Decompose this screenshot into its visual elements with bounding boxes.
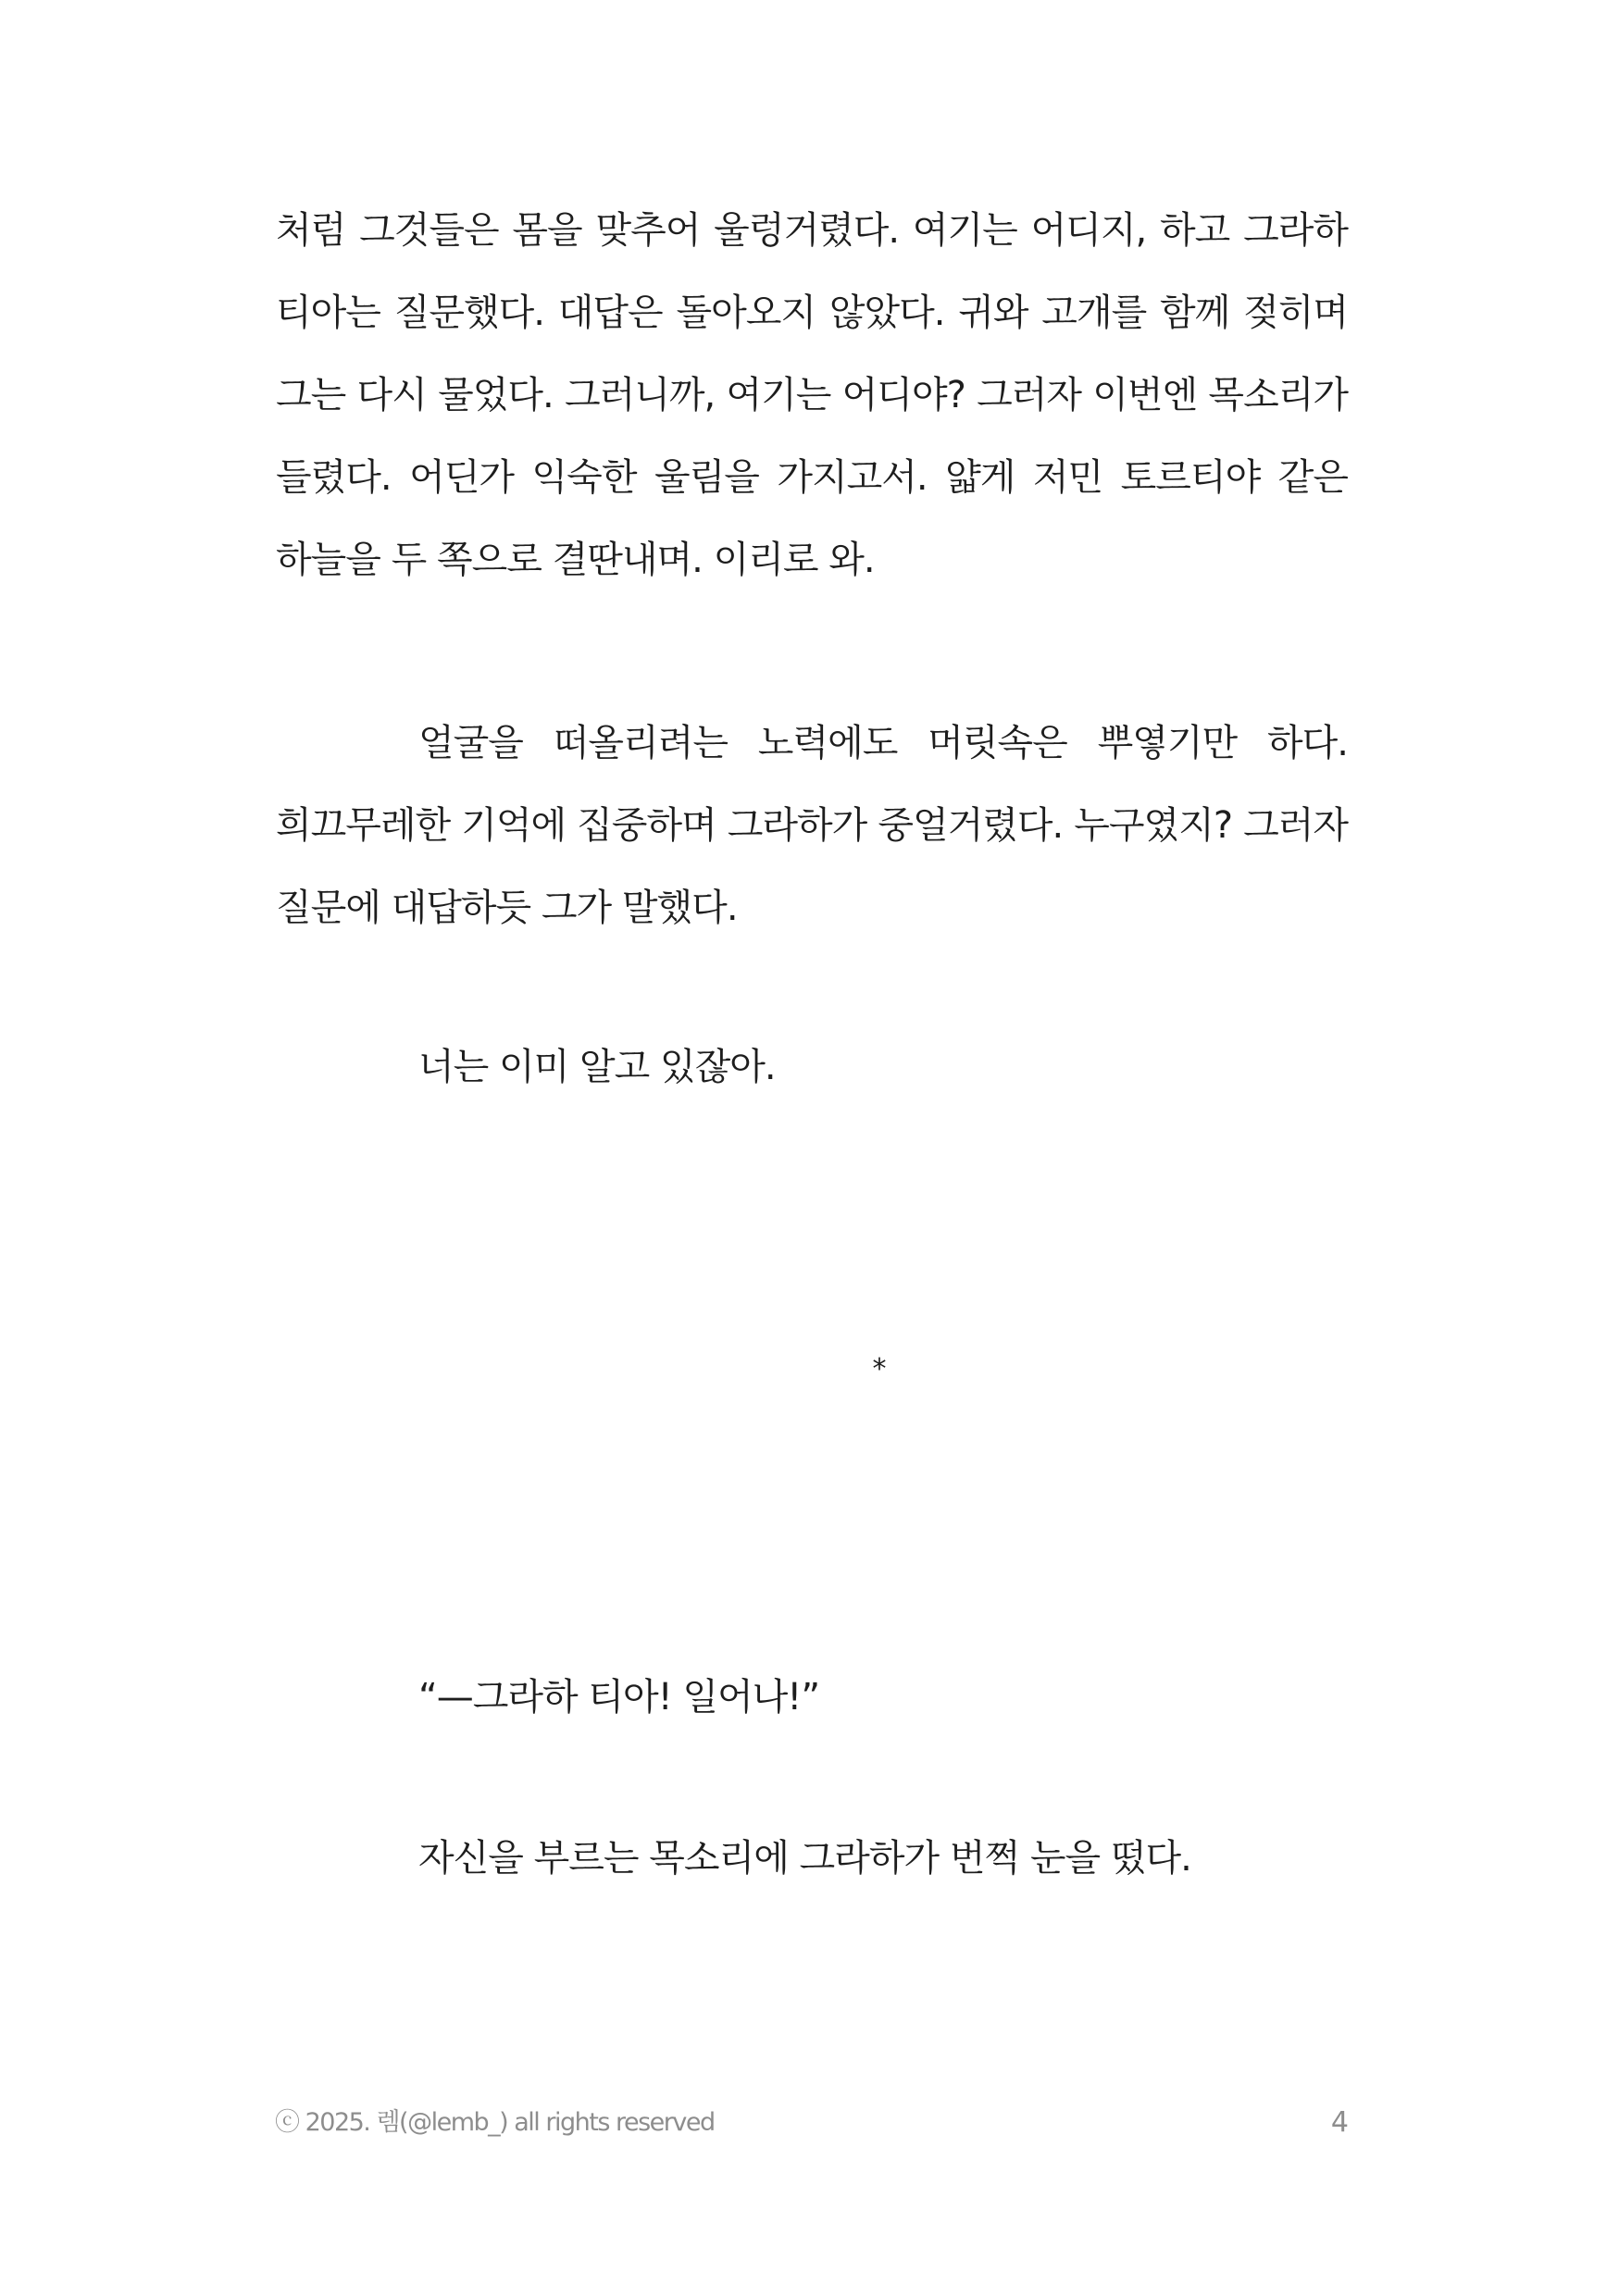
body-paragraph: 너는 이미 알고 있잖아. bbox=[418, 1046, 776, 1088]
copyright-notice: ⓒ 2025. 렘(@lemb_) all rights reserved bbox=[275, 2108, 715, 2137]
body-paragraph: 얼굴을 떠올리려는 노력에도 머릿속은 뿌옇기만 하다. 희끄무레한 기억에 집중하며 그라하가 중얼거렸다. 누구였지? 그러자 질문에 대답하듯 그가 말했다. bbox=[276, 722, 1348, 929]
dialogue-paragraph: “—그라하 티아! 일어나!” bbox=[418, 1676, 820, 1719]
scene-break-marker: * bbox=[872, 1353, 887, 1385]
page-number: 4 bbox=[1330, 2106, 1349, 2139]
body-paragraph: 자신을 부르는 목소리에 그라하가 번쩍 눈을 떴다. bbox=[418, 1837, 1191, 1880]
body-paragraph: 처럼 그것들은 몸을 맞추어 울렁거렸다. 여기는 어디지, 하고 그라하 티아는 질문했다. 대답은 돌아오지 않았다. 귀와 고개를 함께 젖히며 그는 다시 물었다. 그러니까, 여기는 어디야? 그러자 이번엔 목소리가 들렸다. 어딘가 익숙한 울림을 가지고서. 얇게 저민 토르티야 같은 하늘을 두 쪽으로 결딴내며. 이리로 와. bbox=[276, 209, 1348, 581]
